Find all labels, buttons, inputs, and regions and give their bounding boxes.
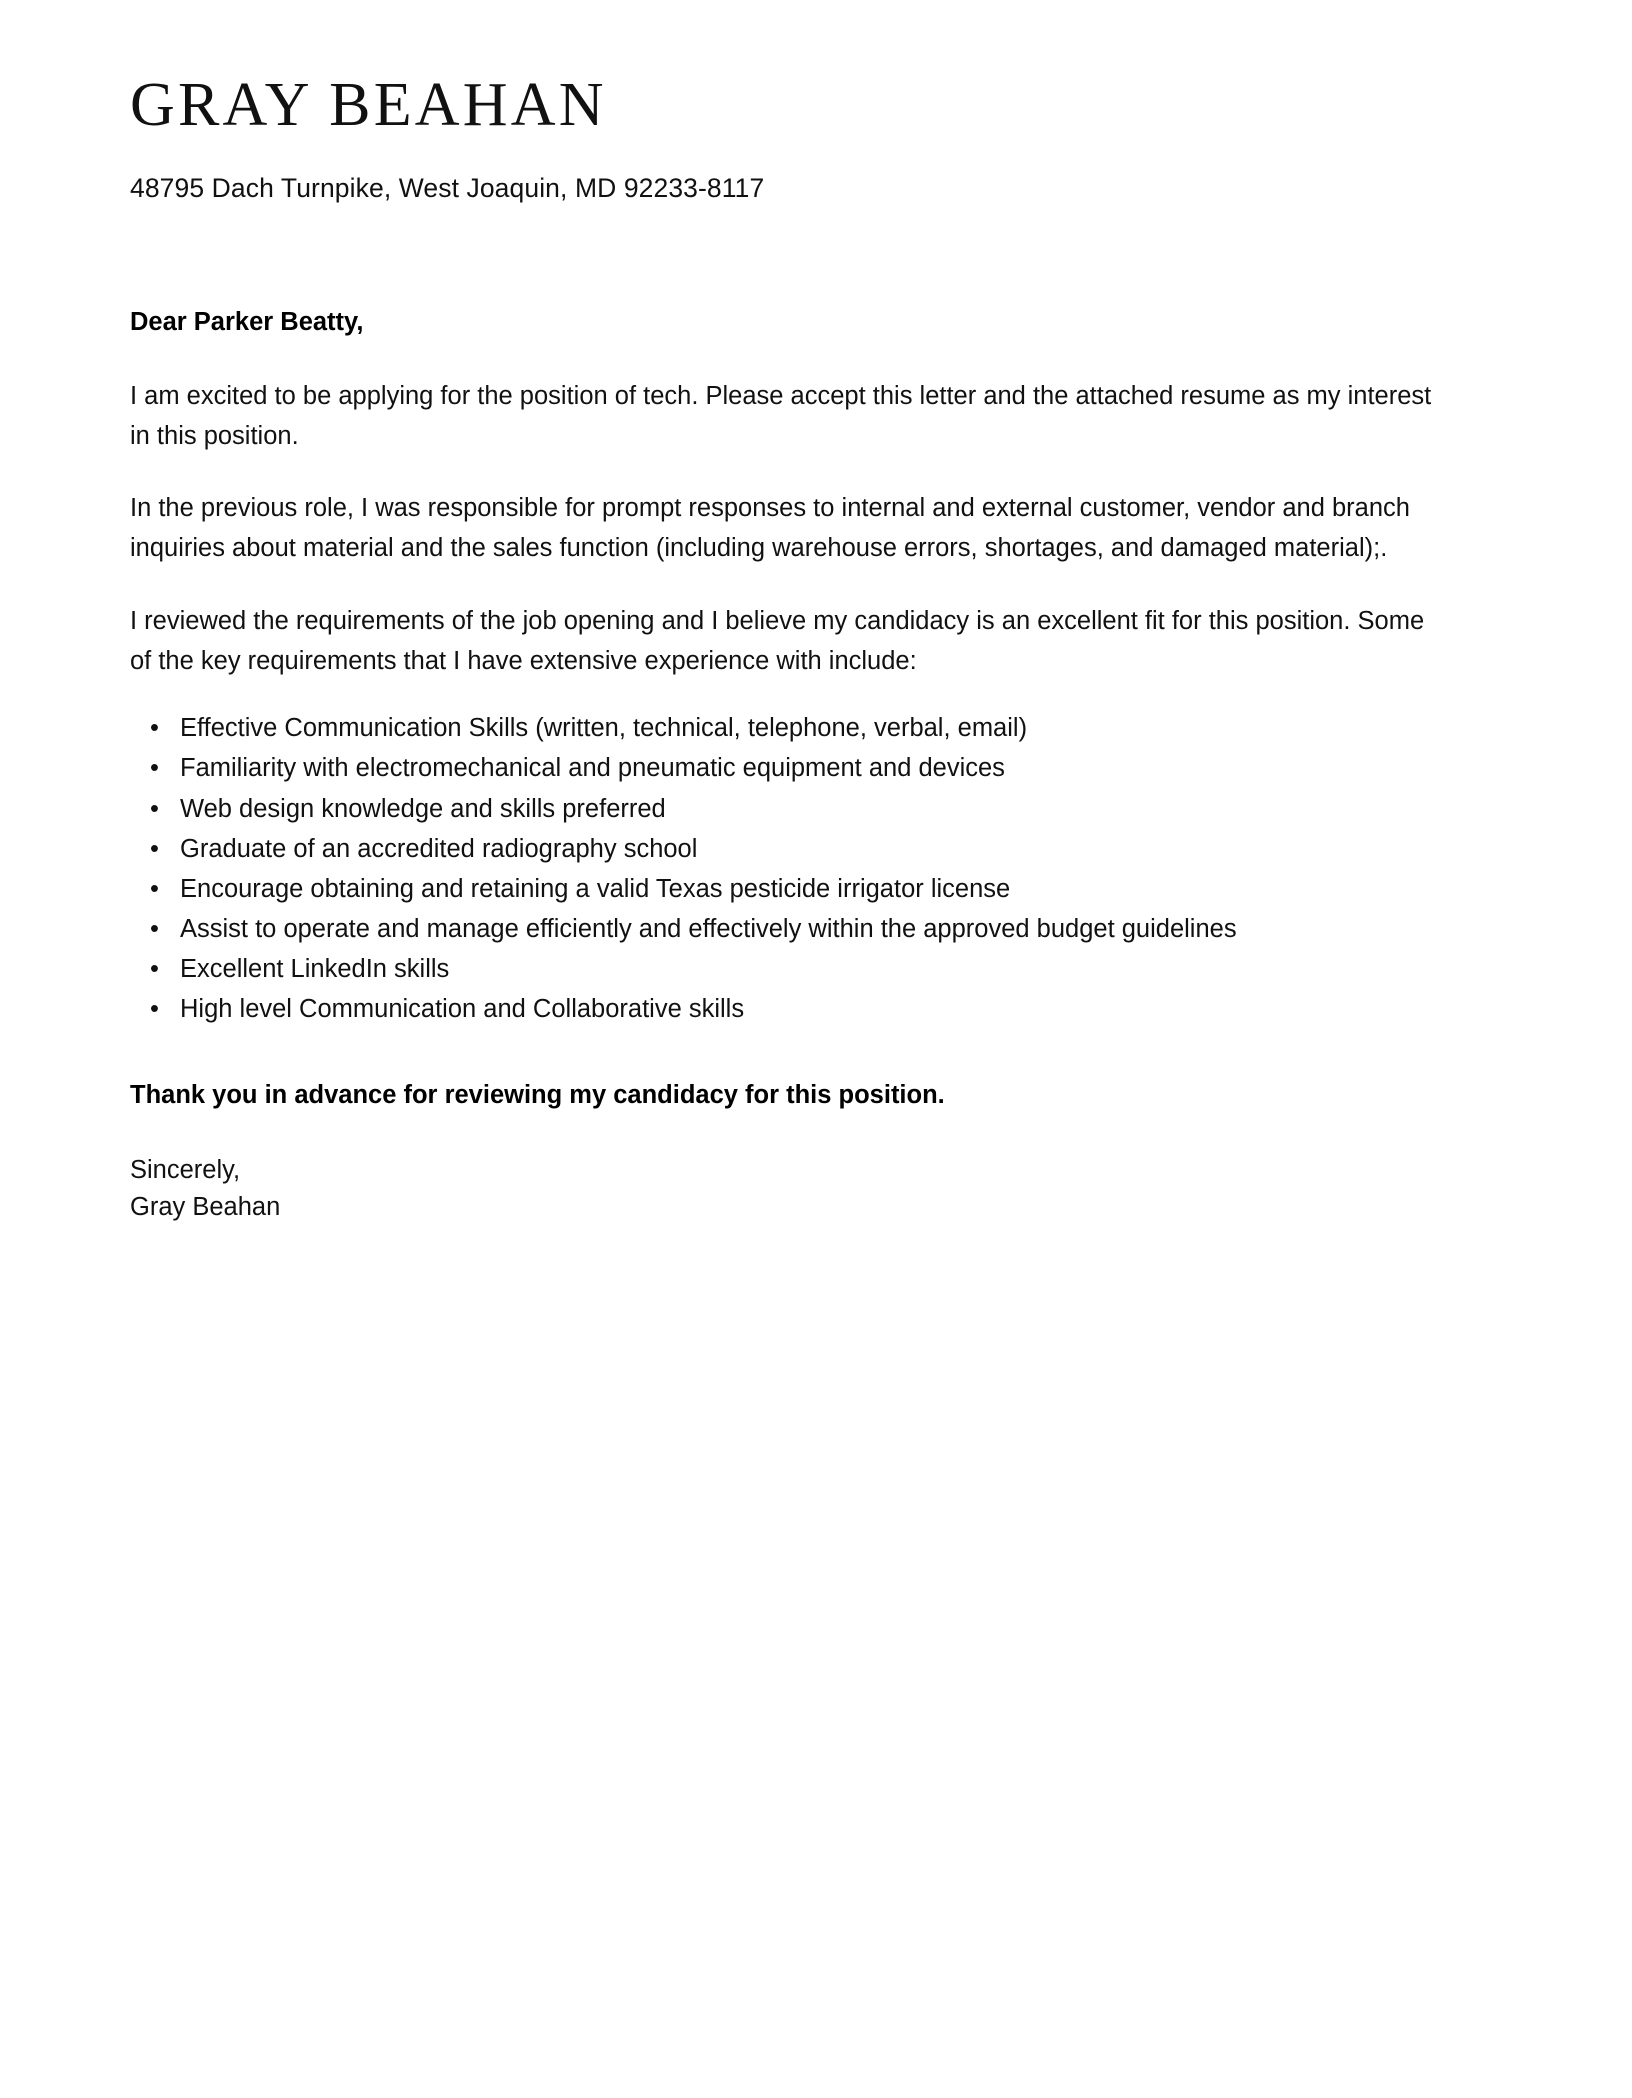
list-item [130,753,1502,793]
bullet-icon: • [150,995,159,1024]
requirements-list [130,713,1502,1034]
letter-content [130,72,1502,1225]
closing-statement: Thank you in advance for reviewing my candidacy for this position. [130,1081,945,1110]
list-item [130,914,1502,954]
list-item [130,794,1502,834]
bullet-icon: • [150,794,159,823]
bullet-icon: • [150,954,159,983]
list-item [130,874,1502,914]
list-item [130,994,1502,1034]
bullet-icon: • [150,874,159,903]
body-paragraph-2: In the previous role, I was responsible for prompt responses to internal and external customer, vendor and branch inquiries about material and the sales function (including warehouse errors, shortages, and damaged material);. [130,494,1410,563]
bullet-icon: • [150,754,159,783]
letter-body [130,303,1502,1224]
list-item [130,834,1502,874]
candidate-address: 48795 Dach Turnpike, West Joaquin, MD 92233-8117 [130,172,765,203]
salutation: Dear Parker Beatty, [130,308,364,337]
list-item-label: Graduate of an accredited radiography school [180,834,698,863]
bullet-icon: • [150,834,159,863]
list-item-label: Familiarity with electromechanical and pneumatic equipment and devices [180,754,1005,783]
letter-header [130,72,1502,207]
list-item [130,954,1502,994]
list-item-label: High level Communication and Collaborative skills [180,995,745,1024]
list-item-label: Excellent LinkedIn skills [180,954,450,983]
list-item-label: Web design knowledge and skills preferred [180,794,666,823]
body-paragraph-3: I reviewed the requirements of the job opening and I believe my candidacy is an excellent fit for this position. Some of the key requirements that I have extensive experience with include: [130,606,1425,676]
list-item-label: Effective Communication Skills (written, technical, telephone, verbal, email) [180,714,1028,743]
valediction: Sincerely, [130,1156,241,1185]
list-item-label: Assist to operate and manage efficiently and effectively within the approved budget guidelines [180,914,1237,943]
signature-name: Gray Beahan [130,1192,281,1221]
list-item-label: Encourage obtaining and retaining a valid Texas pesticide irrigator license [180,874,1011,903]
list-item [130,713,1502,753]
bullet-icon: • [150,914,159,943]
body-paragraph-1: I am excited to be applying for the position of tech. Please accept this letter and the attached resume as my interest in this position. [130,381,1432,450]
signoff-block [130,1152,1502,1224]
page-title: GRAY BEAHAN [130,71,607,139]
bullet-icon: • [150,714,159,743]
